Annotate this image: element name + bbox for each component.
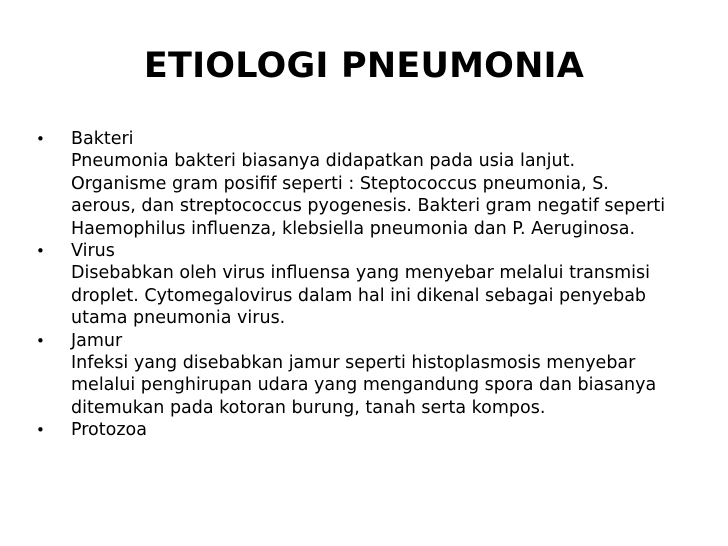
list-item-bakteri (36, 128, 696, 240)
list-item-protozoa (36, 419, 696, 441)
bullet-icon: • (36, 242, 45, 261)
item-text-line: Haemophilus influenza, klebsiella pneumonia dan P. Aeruginosa. (71, 218, 636, 239)
item-text-line: Disebabkan oleh virus influensa yang menyebar melalui transmisi (71, 263, 650, 284)
bullet-list (36, 128, 696, 442)
item-heading: Bakteri (71, 129, 134, 149)
bullet-icon: • (36, 331, 45, 350)
item-heading: Protozoa (71, 420, 147, 441)
item-text-line: droplet. Cytomegalovirus dalam hal ini dikenal sebagai penyebab (71, 285, 647, 306)
item-text-line: Pneumonia bakteri biasanya didapatkan pada usia lanjut. (71, 151, 576, 172)
item-text-line: melalui penghirupan udara yang mengandung spora dan biasanya (71, 375, 657, 396)
item-text-line: ditemukan pada kotoran burung, tanah serta kompos. (71, 397, 546, 418)
list-item-virus (36, 240, 696, 330)
item-text-line: utama pneumonia virus. (71, 308, 286, 329)
item-text-line: Infeksi yang disebabkan jamur seperti histoplasmosis menyebar (71, 353, 636, 374)
item-heading: Virus (71, 241, 115, 262)
bullet-icon: • (36, 130, 45, 148)
slide-title: ETIOLOGI PNEUMONIA (143, 46, 585, 86)
item-text-line: Organisme gram posifif seperti : Steptococcus pneumonia, S. (71, 173, 609, 194)
item-text-line: aerous, dan streptococcus pyogenesis. Bakteri gram negatif seperti (71, 196, 666, 217)
item-heading: Jamur (71, 330, 123, 351)
bullet-icon: • (36, 421, 45, 440)
list-item-jamur (36, 330, 696, 420)
